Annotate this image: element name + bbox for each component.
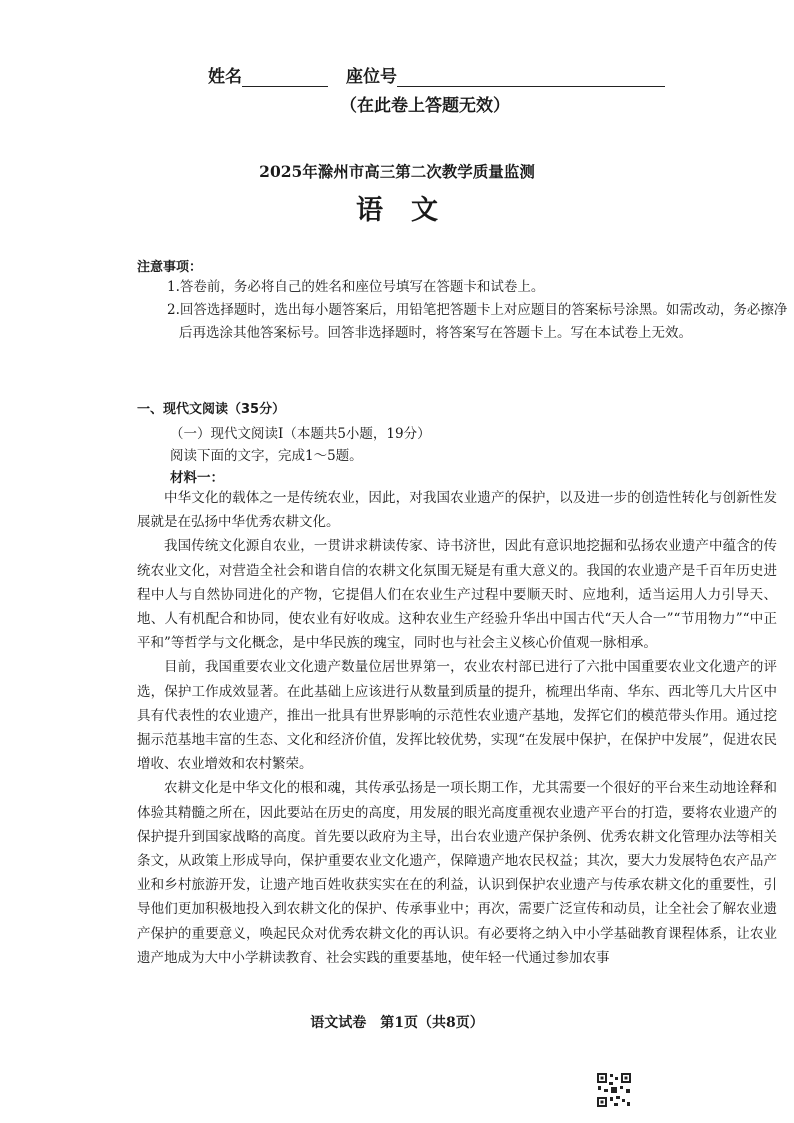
- material-label: 材料一：: [170, 470, 224, 486]
- paragraph: 中华文化的载体之一是传统农业，因此，对我国农业遗产的保护，以及进一步的创造性转化与创新性发展就是在弘扬中华优秀农耕文化。: [137, 490, 777, 531]
- name-seat-row: [208, 62, 665, 87]
- name-label: 姓名: [208, 67, 242, 87]
- notice-item-1: 1.答卷前，务必将自己的姓名和座位号填写在答题卡和试卷上。: [167, 279, 545, 295]
- reading-passage: [137, 486, 777, 970]
- paragraph: 目前，我国重要农业文化遗产数量位居世界第一，农业农村部已进行了六批中国重要农业文化遗产的评选，保护工作成效显著。在此基础上应该进行从数量到质量的提升，梳理出华南、华东、西北等几大片区中具有代表性的农业遗产，推出一批具有世界影响的示范性农业遗产基地，发挥它们的模范带头作用。通过挖掘示范基地丰富的生态、文化和经济价值，发挥比较优势，实现“在发展中保护，在保护中发展”，促进农民增收、农业增效和农村繁荣。: [137, 659, 777, 773]
- invalid-note: （在此卷上答题无效）: [340, 96, 510, 116]
- notice-heading: 注意事项：: [137, 260, 203, 275]
- name-blank: [242, 68, 328, 87]
- paragraph: 农耕文化是中华文化的根和魂，其传承弘扬是一项长期工作，尤其需要一个很好的平台来生动地诠释和体验其精髓之所在，因此要站在历史的高度，用发展的眼光高度重视农业遗产平台的打造，要将农业遗产的保护提升到国家战略的高度。首先要以政府为主导，出台农业遗产保护条例、优秀农耕文化管理办法等相关条文，从政策上形成导向，保护重要农业文化遗产，保障遗产地农民权益；其次，要大力发展特色农产品产业和乡村旅游开发，让遗产地百姓收获实实在在的利益，认识到保护农业遗产与传承农耕文化的重要性，引导他们更加积极地投入到农耕文化的保护、传承事业中；再次，需要广泛宣传和动员，让全社会了解农业遗产保护的重要意义，唤起民众对优秀农耕文化的再认识。有必要将之纳入中小学基础教育课程体系，让农业遗产地成为大中小学耕读教育、社会实践的重要基地，使年轻一代通过参加农事: [137, 780, 777, 966]
- page-footer: 语文试卷 第1页（共8页）: [310, 1015, 484, 1031]
- sub-section-heading: （一）现代文阅读Ⅰ（本题共5小题，19分）: [170, 426, 431, 442]
- seat-label: 座位号: [346, 67, 397, 87]
- paragraph: 我国传统文化源自农业，一贯讲求耕读传家、诗书济世，因此有意识地挖掘和弘扬农业遗产中蕴含的传统农业文化，对营造全社会和谐自信的农耕文化氛围无疑是有重大意义的。我国的农业遗产是千百年历史进程中人与自然协同进化的产物，它提倡人们在农业生产过程中要顺天时、应地利，适当运用人力引导天、地、人有机配合和协同，使农业有好收成。这种农业生产经验升华出中国古代“天人合一”“节用物力”“中正平和”等哲学与文化概念，是中华民族的瑰宝，同时也与社会主义核心价值观一脉相承。: [137, 538, 777, 652]
- subject-title: 语文: [356, 195, 466, 226]
- section-heading: 一、现代文阅读（35分）: [137, 402, 286, 417]
- seat-blank: [397, 68, 665, 87]
- exam-title: 2025年滁州市高三第二次教学质量监测: [259, 162, 535, 181]
- reading-instruction: 阅读下面的文字，完成1～5题。: [170, 448, 363, 464]
- notice-item-2: 2.回答选择题时，选出每小题答案后，用铅笔把答题卡上对应题目的答案标号涂黑。如需改动，务必擦净后再选涂其他答案标号。回答非选择题时，将答案写在答题卡上。写在本试卷上无效。: [167, 302, 788, 341]
- qr-code-icon: [596, 1072, 632, 1108]
